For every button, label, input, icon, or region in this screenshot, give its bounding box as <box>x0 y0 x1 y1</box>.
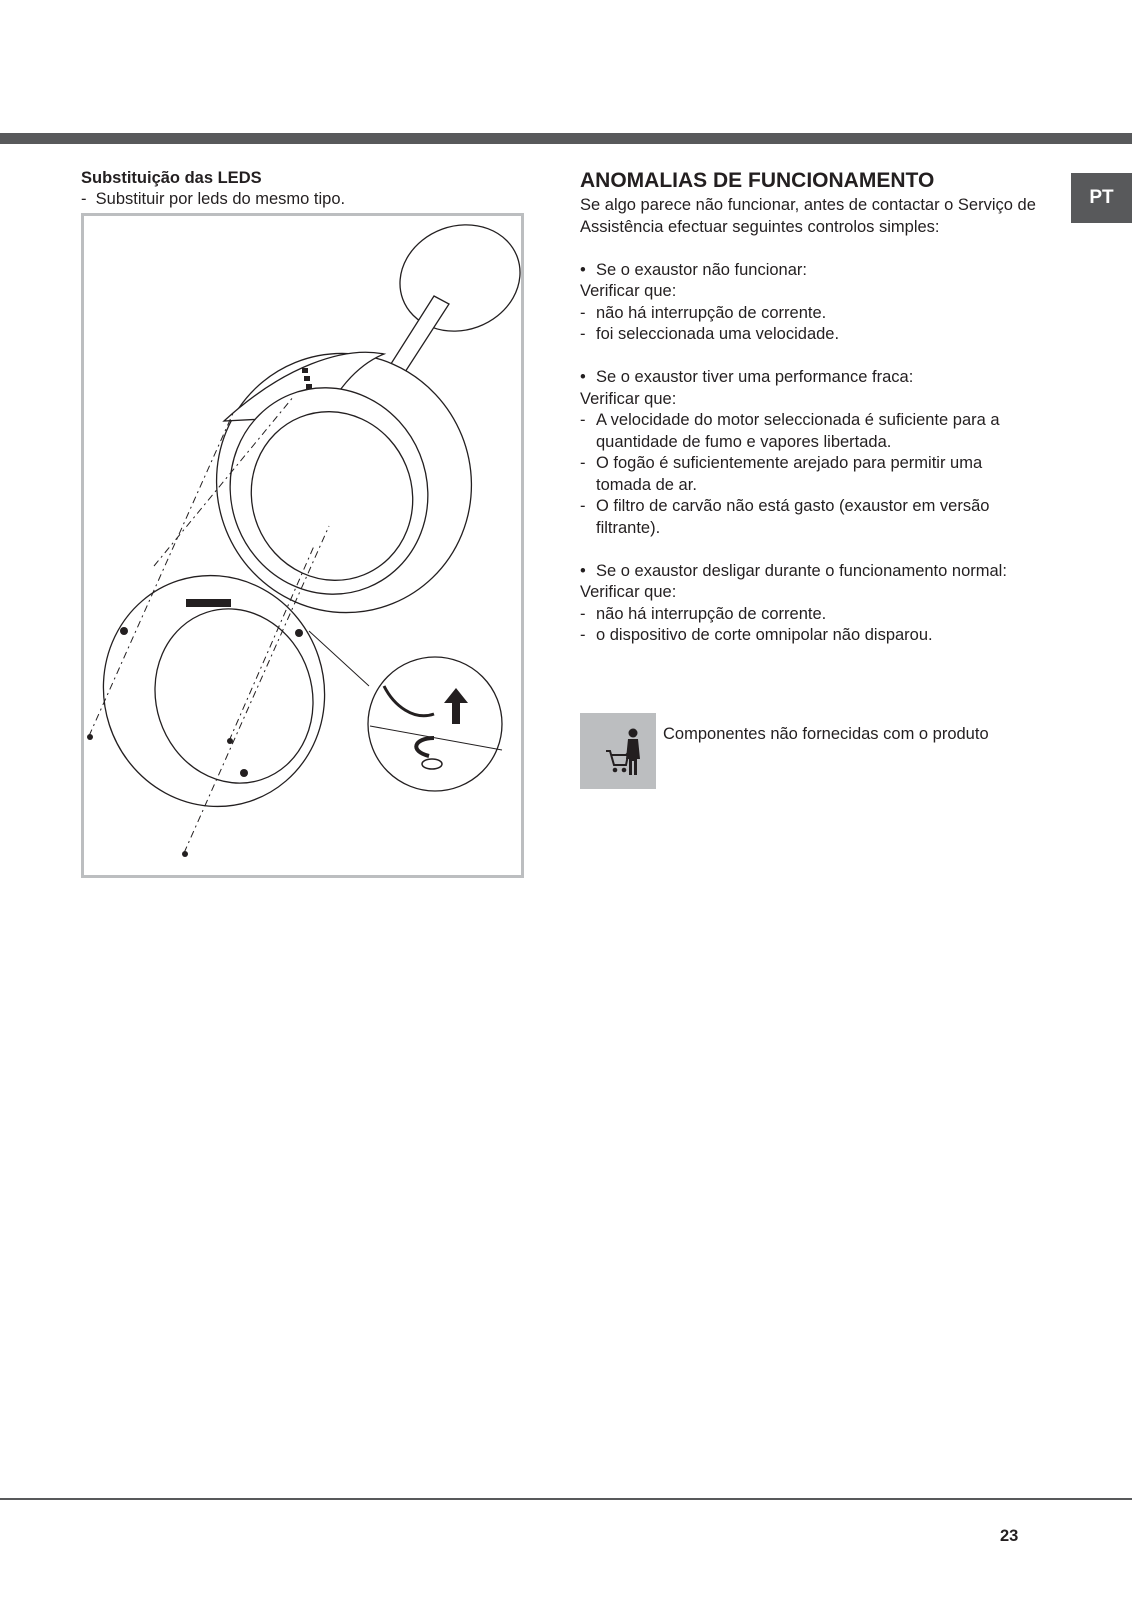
troubleshooting-section <box>580 168 1040 647</box>
check-label: Verificar que: <box>580 389 677 408</box>
check-item: - o dispositivo de corte omnipolar não disparou. <box>580 626 933 644</box>
led-replacement-figure <box>81 213 524 878</box>
not-supplied-text: Componentes não fornecidas com o produto <box>663 724 989 743</box>
hood-exploded-diagram <box>84 216 521 875</box>
lower-cover-label <box>186 599 231 607</box>
leds-section <box>81 168 531 210</box>
check-label: Verificar que: <box>580 282 677 300</box>
check-item: - foi seleccionada uma velocidade. <box>580 325 840 343</box>
shopping-cart-person-icon <box>580 713 656 789</box>
check-label: Verificar que: <box>580 583 677 601</box>
page-number: 23 <box>1000 1527 1019 1545</box>
detail-magnifier <box>368 657 502 791</box>
check-item: - não há interrupção de corrente. <box>580 303 827 322</box>
case-condition: • Se o exaustor tiver uma performance fraca: <box>580 368 914 386</box>
case-condition: • Se o exaustor desligar durante o funcionamento normal: <box>580 561 1007 580</box>
language-tab: PT <box>1071 173 1132 223</box>
check-item: - não há interrupção de corrente. <box>580 604 827 623</box>
case-condition: • Se o exaustor não funcionar: <box>580 260 807 279</box>
header-rule <box>0 133 1132 144</box>
ceiling-mount-plate <box>385 216 521 348</box>
troubleshooting-title: ANOMALIAS DE FUNCIONAMENTO <box>580 169 935 192</box>
troubleshooting-intro: Se algo parece não funcionar, antes de contactar o Serviço de Assistência efectuar seguintes controlos simples: <box>580 196 1036 236</box>
led-socket <box>422 759 442 769</box>
check-item: - O filtro de carvão não está gasto (exaustor em versão filtrante). <box>580 497 990 537</box>
check-item: - A velocidade do motor seleccionada é suficiente para a quantidade de fumo e vapores libertada. <box>580 411 1000 451</box>
footer-rule <box>0 1498 1132 1500</box>
not-supplied-note <box>580 713 989 789</box>
check-item: - O fogão é suficientemente arejado para permitir uma tomada de ar. <box>580 454 983 494</box>
leds-instruction: - Substituir por leds do mesmo tipo. <box>81 190 346 208</box>
leds-section-title: Substituição das LEDS <box>81 169 262 187</box>
